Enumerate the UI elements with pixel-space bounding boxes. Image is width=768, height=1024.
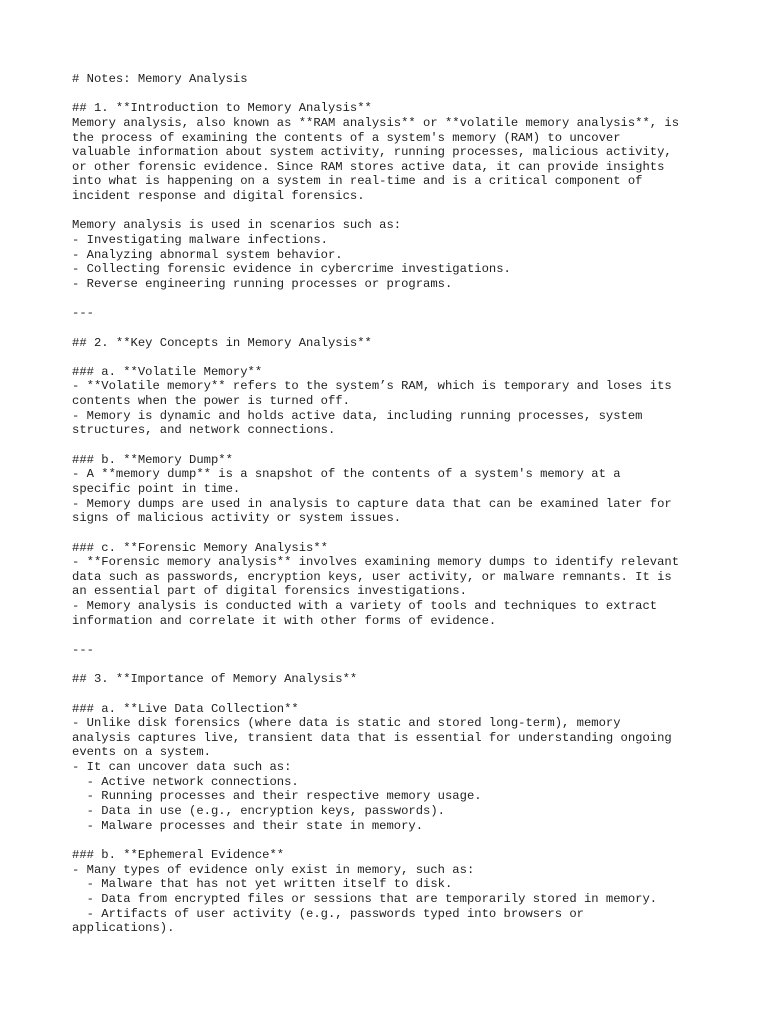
document-line: - Data in use (e.g., encryption keys, passwords). <box>72 804 445 819</box>
document-line: Memory analysis, also known as **RAM analysis** or **volatile memory analysis**, is <box>72 115 680 130</box>
document-line: the process of examining the contents of a system's memory (RAM) to uncover <box>72 130 621 145</box>
document-line <box>72 526 712 541</box>
document-line: - Unlike disk forensics (where data is static and stored long-term), memory <box>72 716 621 731</box>
document-line <box>72 687 712 702</box>
document-line: signs of malicious activity or system issues. <box>72 511 402 526</box>
document-line: - Malware that has not yet written itself to disk. <box>72 877 453 892</box>
document-line: - Data from encrypted files or sessions that are temporarily stored in memory. <box>72 891 658 906</box>
document-line <box>72 438 712 453</box>
document-line: data such as passwords, encryption keys, user activity, or malware remnants. It is <box>72 569 672 584</box>
document-line: # Notes: Memory Analysis <box>72 72 248 86</box>
document-line: - Active network connections. <box>72 774 299 789</box>
document-line: ## 3. **Importance of Memory Analysis** <box>72 672 358 687</box>
document-line: ### a. **Live Data Collection** <box>72 701 299 716</box>
document-line: - Running processes and their respective memory usage. <box>72 789 482 804</box>
document-line: - Collecting forensic evidence in cybercrime investigations. <box>72 262 511 277</box>
document-line: - Malware processes and their state in memory. <box>72 818 424 833</box>
document-line: analysis captures live, transient data that is essential for understanding ongoing <box>72 730 672 745</box>
document-line: ### a. **Volatile Memory** <box>72 364 263 379</box>
document-line <box>72 350 712 365</box>
document-line: ### b. **Memory Dump** <box>72 452 233 467</box>
document-line: ## 2. **Key Concepts in Memory Analysis** <box>72 335 372 350</box>
document-line <box>72 628 712 643</box>
document-line: - Reverse engineering running processes or programs. <box>72 276 453 291</box>
document-line: - Memory is dynamic and holds active data, including running processes, system <box>72 408 643 423</box>
document-line: - It can uncover data such as: <box>72 760 292 775</box>
document-line: an essential part of digital forensics investigations. <box>72 584 467 599</box>
document-line <box>72 87 712 102</box>
document-line <box>72 292 712 307</box>
document-line: ### c. **Forensic Memory Analysis** <box>72 540 328 555</box>
document-line: events on a system. <box>72 745 211 760</box>
document-line: Memory analysis is used in scenarios such as: <box>72 218 402 233</box>
document-line: --- <box>72 642 94 657</box>
document-line <box>72 658 712 673</box>
document-line: or other forensic evidence. Since RAM stores active data, it can provide insights <box>72 159 665 174</box>
document-line: - Investigating malware infections. <box>72 233 328 248</box>
document-line: ### b. **Ephemeral Evidence** <box>72 847 285 862</box>
document-line: - Memory analysis is conducted with a variety of tools and techniques to extract <box>72 599 658 614</box>
document-line: - **Volatile memory** refers to the system’s RAM, which is temporary and loses its <box>72 379 672 394</box>
document-line <box>72 321 712 336</box>
document-line: information and correlate it with other forms of evidence. <box>72 613 497 628</box>
document-line: - A **memory dump** is a snapshot of the contents of a system's memory at a <box>72 467 621 482</box>
document-line: applications). <box>72 921 175 936</box>
document-line: structures, and network connections. <box>72 423 336 438</box>
document-line: - Many types of evidence only exist in memory, such as: <box>72 862 475 877</box>
document-line: - **Forensic memory analysis** involves examining memory dumps to identify relevant <box>72 555 680 570</box>
document-line: into what is happening on a system in real-time and is a critical component of <box>72 174 643 189</box>
document-line: contents when the power is turned off. <box>72 394 350 409</box>
document-line: valuable information about system activity, running processes, malicious activity, <box>72 145 672 160</box>
document-line <box>72 833 712 848</box>
document-line: ## 1. **Introduction to Memory Analysis** <box>72 101 372 116</box>
document-line: - Artifacts of user activity (e.g., passwords typed into browsers or <box>72 906 584 921</box>
document-line: specific point in time. <box>72 481 241 496</box>
document-line: incident response and digital forensics. <box>72 189 365 204</box>
document-line <box>72 204 712 219</box>
document-line: - Analyzing abnormal system behavior. <box>72 247 343 262</box>
document-body <box>72 72 712 936</box>
document-line: --- <box>72 306 94 321</box>
document-line: - Memory dumps are used in analysis to capture data that can be examined later for <box>72 496 672 511</box>
